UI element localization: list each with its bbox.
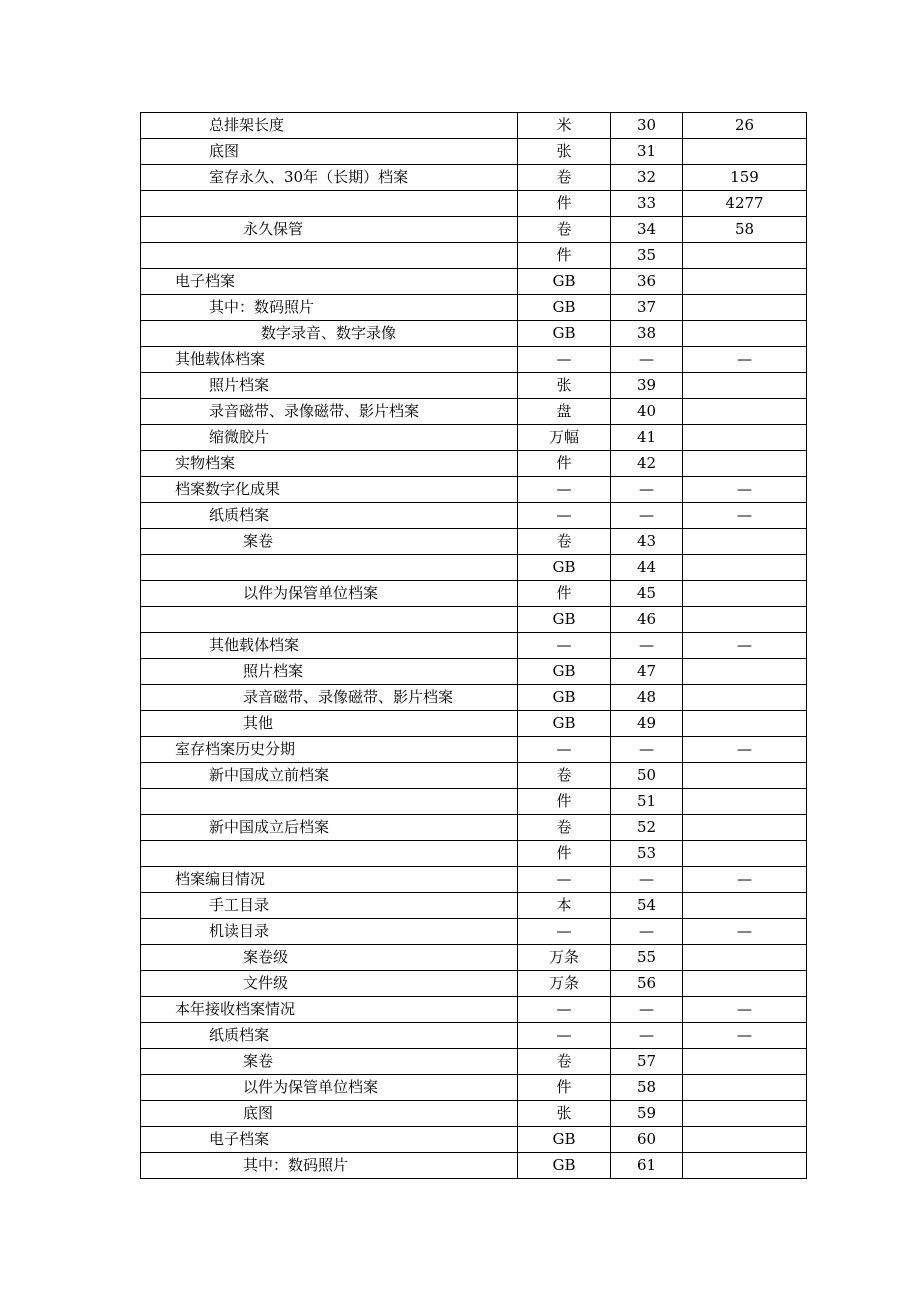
item-name-cell: [141, 841, 518, 867]
table-row: [141, 503, 807, 529]
value-cell: [683, 607, 807, 633]
row-code-cell: 42: [611, 451, 683, 477]
value-cell: —: [683, 919, 807, 945]
row-code-cell: 37: [611, 295, 683, 321]
item-name-cell: 录音磁带、录像磁带、影片档案: [141, 685, 518, 711]
unit-cell: 卷: [518, 217, 611, 243]
row-code-cell: —: [611, 1023, 683, 1049]
item-name-cell: 档案数字化成果: [141, 477, 518, 503]
row-code-cell: 44: [611, 555, 683, 581]
unit-cell: GB: [518, 685, 611, 711]
item-name-cell: 新中国成立后档案: [141, 815, 518, 841]
row-code-cell: —: [611, 737, 683, 763]
row-code-cell: 51: [611, 789, 683, 815]
row-code-cell: 54: [611, 893, 683, 919]
table-row: [141, 113, 807, 139]
item-name-cell: 纸质档案: [141, 503, 518, 529]
row-code-cell: 39: [611, 373, 683, 399]
unit-cell: GB: [518, 711, 611, 737]
unit-cell: 件: [518, 191, 611, 217]
item-name-cell: 以件为保管单位档案: [141, 581, 518, 607]
value-cell: [683, 893, 807, 919]
item-name-cell: 其他载体档案: [141, 633, 518, 659]
table-row: [141, 815, 807, 841]
unit-cell: GB: [518, 659, 611, 685]
item-name-cell: 录音磁带、录像磁带、影片档案: [141, 399, 518, 425]
row-code-cell: 48: [611, 685, 683, 711]
value-cell: [683, 139, 807, 165]
value-cell: [683, 945, 807, 971]
table-row: [141, 191, 807, 217]
table-row: [141, 451, 807, 477]
table-row: [141, 1101, 807, 1127]
table-row: [141, 893, 807, 919]
item-name-cell: 其他: [141, 711, 518, 737]
unit-cell: 万条: [518, 971, 611, 997]
item-name-cell: 永久保管: [141, 217, 518, 243]
item-name-cell: 缩微胶片: [141, 425, 518, 451]
table-row: [141, 295, 807, 321]
row-code-cell: 46: [611, 607, 683, 633]
unit-cell: —: [518, 477, 611, 503]
item-name-cell: 档案编目情况: [141, 867, 518, 893]
item-name-cell: [141, 243, 518, 269]
row-code-cell: —: [611, 867, 683, 893]
item-name-cell: 实物档案: [141, 451, 518, 477]
table-row: [141, 997, 807, 1023]
unit-cell: 盘: [518, 399, 611, 425]
table-row: [141, 633, 807, 659]
value-cell: —: [683, 503, 807, 529]
item-name-cell: 数字录音、数字录像: [141, 321, 518, 347]
value-cell: [683, 1075, 807, 1101]
value-cell: —: [683, 997, 807, 1023]
unit-cell: 张: [518, 139, 611, 165]
table-row: [141, 867, 807, 893]
table-row: [141, 321, 807, 347]
item-name-cell: 文件级: [141, 971, 518, 997]
row-code-cell: 45: [611, 581, 683, 607]
table-row: [141, 711, 807, 737]
value-cell: —: [683, 633, 807, 659]
value-cell: [683, 555, 807, 581]
value-cell: [683, 789, 807, 815]
row-code-cell: —: [611, 347, 683, 373]
item-name-cell: [141, 607, 518, 633]
row-code-cell: 36: [611, 269, 683, 295]
row-code-cell: 61: [611, 1153, 683, 1179]
item-name-cell: [141, 789, 518, 815]
unit-cell: 本: [518, 893, 611, 919]
row-code-cell: 49: [611, 711, 683, 737]
row-code-cell: 32: [611, 165, 683, 191]
unit-cell: 件: [518, 1075, 611, 1101]
value-cell: 58: [683, 217, 807, 243]
row-code-cell: 40: [611, 399, 683, 425]
unit-cell: GB: [518, 321, 611, 347]
unit-cell: GB: [518, 295, 611, 321]
unit-cell: 万幅: [518, 425, 611, 451]
unit-cell: —: [518, 347, 611, 373]
value-cell: [683, 1101, 807, 1127]
item-name-cell: 电子档案: [141, 1127, 518, 1153]
item-name-cell: 底图: [141, 1101, 518, 1127]
table-row: [141, 789, 807, 815]
row-code-cell: —: [611, 997, 683, 1023]
row-code-cell: 58: [611, 1075, 683, 1101]
item-name-cell: 案卷: [141, 1049, 518, 1075]
table-row: [141, 139, 807, 165]
value-cell: —: [683, 867, 807, 893]
table-row: [141, 685, 807, 711]
item-name-cell: 其中：数码照片: [141, 1153, 518, 1179]
item-name-cell: 新中国成立前档案: [141, 763, 518, 789]
item-name-cell: 案卷级: [141, 945, 518, 971]
item-name-cell: 室存永久、30年（长期）档案: [141, 165, 518, 191]
value-cell: [683, 971, 807, 997]
value-cell: [683, 425, 807, 451]
value-cell: [683, 763, 807, 789]
unit-cell: 件: [518, 243, 611, 269]
row-code-cell: 38: [611, 321, 683, 347]
value-cell: 159: [683, 165, 807, 191]
value-cell: 4277: [683, 191, 807, 217]
table-row: [141, 529, 807, 555]
table-row: [141, 373, 807, 399]
value-cell: [683, 815, 807, 841]
unit-cell: —: [518, 919, 611, 945]
value-cell: [683, 451, 807, 477]
item-name-cell: 以件为保管单位档案: [141, 1075, 518, 1101]
value-cell: [683, 1049, 807, 1075]
unit-cell: —: [518, 737, 611, 763]
row-code-cell: 43: [611, 529, 683, 555]
table-row: [141, 763, 807, 789]
row-code-cell: 56: [611, 971, 683, 997]
unit-cell: 米: [518, 113, 611, 139]
value-cell: [683, 529, 807, 555]
value-cell: [683, 295, 807, 321]
row-code-cell: 55: [611, 945, 683, 971]
value-cell: [683, 711, 807, 737]
table-row: [141, 555, 807, 581]
row-code-cell: 50: [611, 763, 683, 789]
archive-statistics-table: [140, 112, 807, 1179]
unit-cell: 卷: [518, 763, 611, 789]
row-code-cell: —: [611, 633, 683, 659]
item-name-cell: 纸质档案: [141, 1023, 518, 1049]
row-code-cell: 35: [611, 243, 683, 269]
row-code-cell: —: [611, 477, 683, 503]
row-code-cell: —: [611, 503, 683, 529]
unit-cell: —: [518, 633, 611, 659]
unit-cell: 张: [518, 1101, 611, 1127]
table-row: [141, 1153, 807, 1179]
table-row: [141, 269, 807, 295]
table-row: [141, 1075, 807, 1101]
unit-cell: 万条: [518, 945, 611, 971]
value-cell: [683, 321, 807, 347]
item-name-cell: 案卷: [141, 529, 518, 555]
unit-cell: 卷: [518, 1049, 611, 1075]
table-row: [141, 425, 807, 451]
table-body: [141, 113, 807, 1179]
item-name-cell: 照片档案: [141, 659, 518, 685]
item-name-cell: 其中：数码照片: [141, 295, 518, 321]
unit-cell: 卷: [518, 529, 611, 555]
table-row: [141, 1127, 807, 1153]
unit-cell: GB: [518, 269, 611, 295]
unit-cell: —: [518, 503, 611, 529]
unit-cell: —: [518, 867, 611, 893]
row-code-cell: 47: [611, 659, 683, 685]
table-row: [141, 217, 807, 243]
value-cell: [683, 1153, 807, 1179]
unit-cell: 件: [518, 841, 611, 867]
row-code-cell: 60: [611, 1127, 683, 1153]
unit-cell: GB: [518, 1127, 611, 1153]
row-code-cell: 34: [611, 217, 683, 243]
unit-cell: —: [518, 1023, 611, 1049]
unit-cell: 卷: [518, 165, 611, 191]
value-cell: [683, 659, 807, 685]
table-row: [141, 971, 807, 997]
unit-cell: 卷: [518, 815, 611, 841]
unit-cell: GB: [518, 555, 611, 581]
item-name-cell: 机读目录: [141, 919, 518, 945]
table-row: [141, 347, 807, 373]
unit-cell: 件: [518, 581, 611, 607]
value-cell: [683, 399, 807, 425]
row-code-cell: 41: [611, 425, 683, 451]
row-code-cell: —: [611, 919, 683, 945]
unit-cell: —: [518, 997, 611, 1023]
table-row: [141, 477, 807, 503]
row-code-cell: 52: [611, 815, 683, 841]
table-row: [141, 1049, 807, 1075]
table-row: [141, 581, 807, 607]
item-name-cell: 电子档案: [141, 269, 518, 295]
table-row: [141, 165, 807, 191]
value-cell: [683, 373, 807, 399]
value-cell: [683, 841, 807, 867]
table-row: [141, 945, 807, 971]
row-code-cell: 31: [611, 139, 683, 165]
value-cell: —: [683, 1023, 807, 1049]
row-code-cell: 53: [611, 841, 683, 867]
item-name-cell: [141, 191, 518, 217]
row-code-cell: 57: [611, 1049, 683, 1075]
value-cell: —: [683, 737, 807, 763]
row-code-cell: 33: [611, 191, 683, 217]
unit-cell: GB: [518, 607, 611, 633]
table-row: [141, 399, 807, 425]
table-row: [141, 919, 807, 945]
item-name-cell: 本年接收档案情况: [141, 997, 518, 1023]
item-name-cell: 总排架长度: [141, 113, 518, 139]
table-row: [141, 243, 807, 269]
table-row: [141, 737, 807, 763]
item-name-cell: [141, 555, 518, 581]
value-cell: 26: [683, 113, 807, 139]
table-row: [141, 659, 807, 685]
unit-cell: 张: [518, 373, 611, 399]
table-row: [141, 1023, 807, 1049]
unit-cell: GB: [518, 1153, 611, 1179]
item-name-cell: 照片档案: [141, 373, 518, 399]
value-cell: —: [683, 477, 807, 503]
unit-cell: 件: [518, 451, 611, 477]
row-code-cell: 59: [611, 1101, 683, 1127]
value-cell: —: [683, 347, 807, 373]
table-row: [141, 607, 807, 633]
unit-cell: 件: [518, 789, 611, 815]
table-row: [141, 841, 807, 867]
value-cell: [683, 685, 807, 711]
item-name-cell: 其他载体档案: [141, 347, 518, 373]
value-cell: [683, 243, 807, 269]
item-name-cell: 手工目录: [141, 893, 518, 919]
value-cell: [683, 269, 807, 295]
row-code-cell: 30: [611, 113, 683, 139]
item-name-cell: 底图: [141, 139, 518, 165]
value-cell: [683, 581, 807, 607]
item-name-cell: 室存档案历史分期: [141, 737, 518, 763]
value-cell: [683, 1127, 807, 1153]
